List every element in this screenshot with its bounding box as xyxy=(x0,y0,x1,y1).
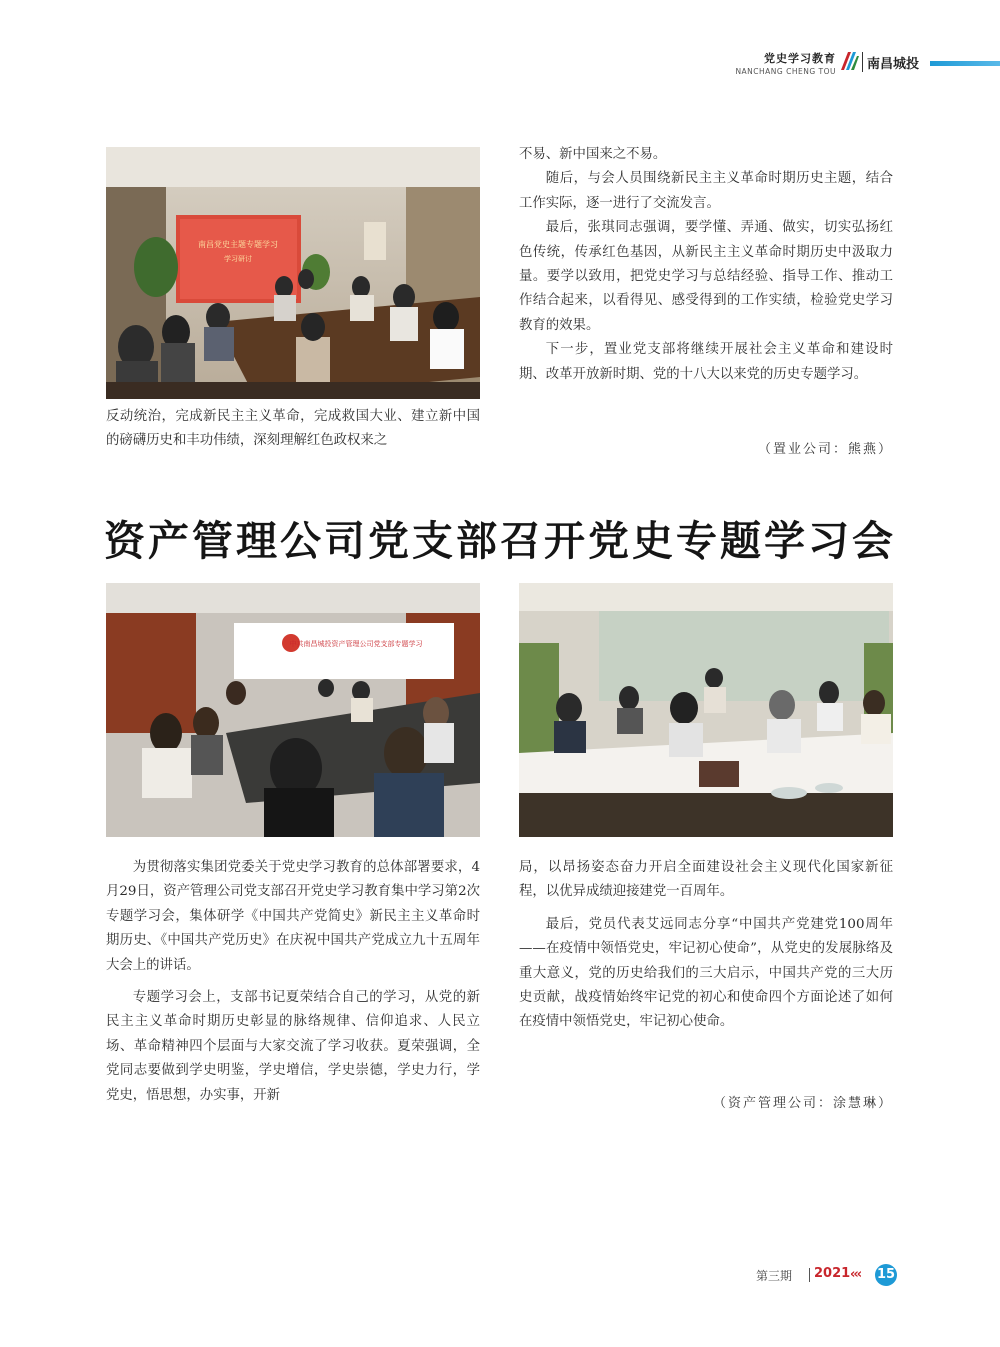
section1-signature: （置业公司：熊燕） xyxy=(757,442,893,457)
section2-signature: （资产管理公司：涂慧琳） xyxy=(712,1096,893,1111)
projection-screen-subtext: 学习研讨 xyxy=(224,255,252,263)
article-title: 资产管理公司党支部召开党史专题学习会 xyxy=(104,517,896,565)
nanchang-chengtou-logo-icon xyxy=(838,50,860,72)
column-pinyin: NANCHANG CHENG TOU xyxy=(735,67,836,76)
header-divider xyxy=(862,52,863,72)
issue-label: 第三期 xyxy=(756,1269,793,1283)
section1-right-text xyxy=(519,143,893,387)
column-label xyxy=(712,50,836,76)
section2-left-text xyxy=(106,856,480,1108)
section1-left-paragraph: 反动统治，完成新民主主义革命，完成救国大业、建立新中国的磅礴历史和丰功伟绩，深刻理解红色政权来之 xyxy=(106,409,480,449)
section2-right-text xyxy=(519,856,893,1035)
projection-screen-text: 南昌党史主题专题学习 xyxy=(198,240,278,249)
section2-left-paragraph-2: 专题学习会上，支部书记夏荣结合自己的学习，从党的新民主主义革命时期历史彰显的脉络规律、信仰追求、人民立场、革命精神四个层面与大家交流了学习收获。夏荣强调，全党同志要做到学史明鉴，学史增信，学史崇德，学史力行，学党史，悟思想，办实事，开新 xyxy=(106,990,480,1103)
section1-right-paragraph-4: 下一步，置业党支部将继续开展社会主义革命和建设时期、改革开放新时期、党的十八大以来党的历史专题学习。 xyxy=(519,342,893,382)
section1-left-text xyxy=(106,405,480,454)
section1-right-paragraph-1: 不易、新中国来之不易。 xyxy=(519,147,667,162)
brand-name: 南昌城投 xyxy=(867,57,920,72)
header-accent-bar xyxy=(930,61,1000,66)
section1-right-paragraph-3: 最后，张琪同志强调，要学懂、弄通、做实，切实弘扬红色传统，传承红色基因，从新民主主义革命时期历史中汲取力量。要学以致用，把党史学习与总结经验、指导工作、推动工作结合起来，以看得见、感受得到的工作实绩，检验党史学习教育的效果。 xyxy=(519,220,893,333)
column-name: 党史学习教育 xyxy=(764,52,836,65)
section1-right-paragraph-2: 随后，与会人员围绕新民主主义革命时期历史主题，结合工作实际，逐一进行了交流发言。 xyxy=(519,171,893,211)
issue-year: 2021 xyxy=(814,1266,851,1281)
page-header xyxy=(0,48,1000,80)
footer-divider xyxy=(809,1268,810,1282)
section2-left-paragraph-1: 为贯彻落实集团党委关于党史学习教育的总体部署要求，4月29日，资产管理公司党支部召开党史学习教育集中学习第2次专题学习会，集体研学《中国共产党简史》新民主主义革命时期历史、《中国共产党历史》在庆祝中国共产党成立九十五周年大会上的讲话。 xyxy=(106,860,480,973)
section2-right-paragraph-2: 最后，党员代表艾远同志分享“中国共产党建党100周年——在疫情中领悟党史，牢记初心使命”，从党史的发展脉络及重大意义，党的历史给我们的三大启示，中国共产党的三大历史贡献，战疫情始终牢记党的初心和使命四个方面论述了如何在疫情中领悟党史，牢记初心使命。 xyxy=(519,916,893,1030)
section2-right-paragraph-1: 局，以昂扬姿态奋力开启全面建设社会主义现代化国家新征程，以优异成绩迎接建党一百周年。 xyxy=(519,860,893,900)
meeting-photo-2 xyxy=(106,583,480,837)
chevron-left-icon: ‹‹‹ xyxy=(850,1267,861,1282)
meeting-photo-1 xyxy=(106,147,480,399)
projection-screen-text: 中共南昌城投资产管理公司党支部专题学习 xyxy=(289,640,423,648)
meeting-photo-3 xyxy=(519,583,893,837)
page-number: 15 xyxy=(875,1264,897,1286)
